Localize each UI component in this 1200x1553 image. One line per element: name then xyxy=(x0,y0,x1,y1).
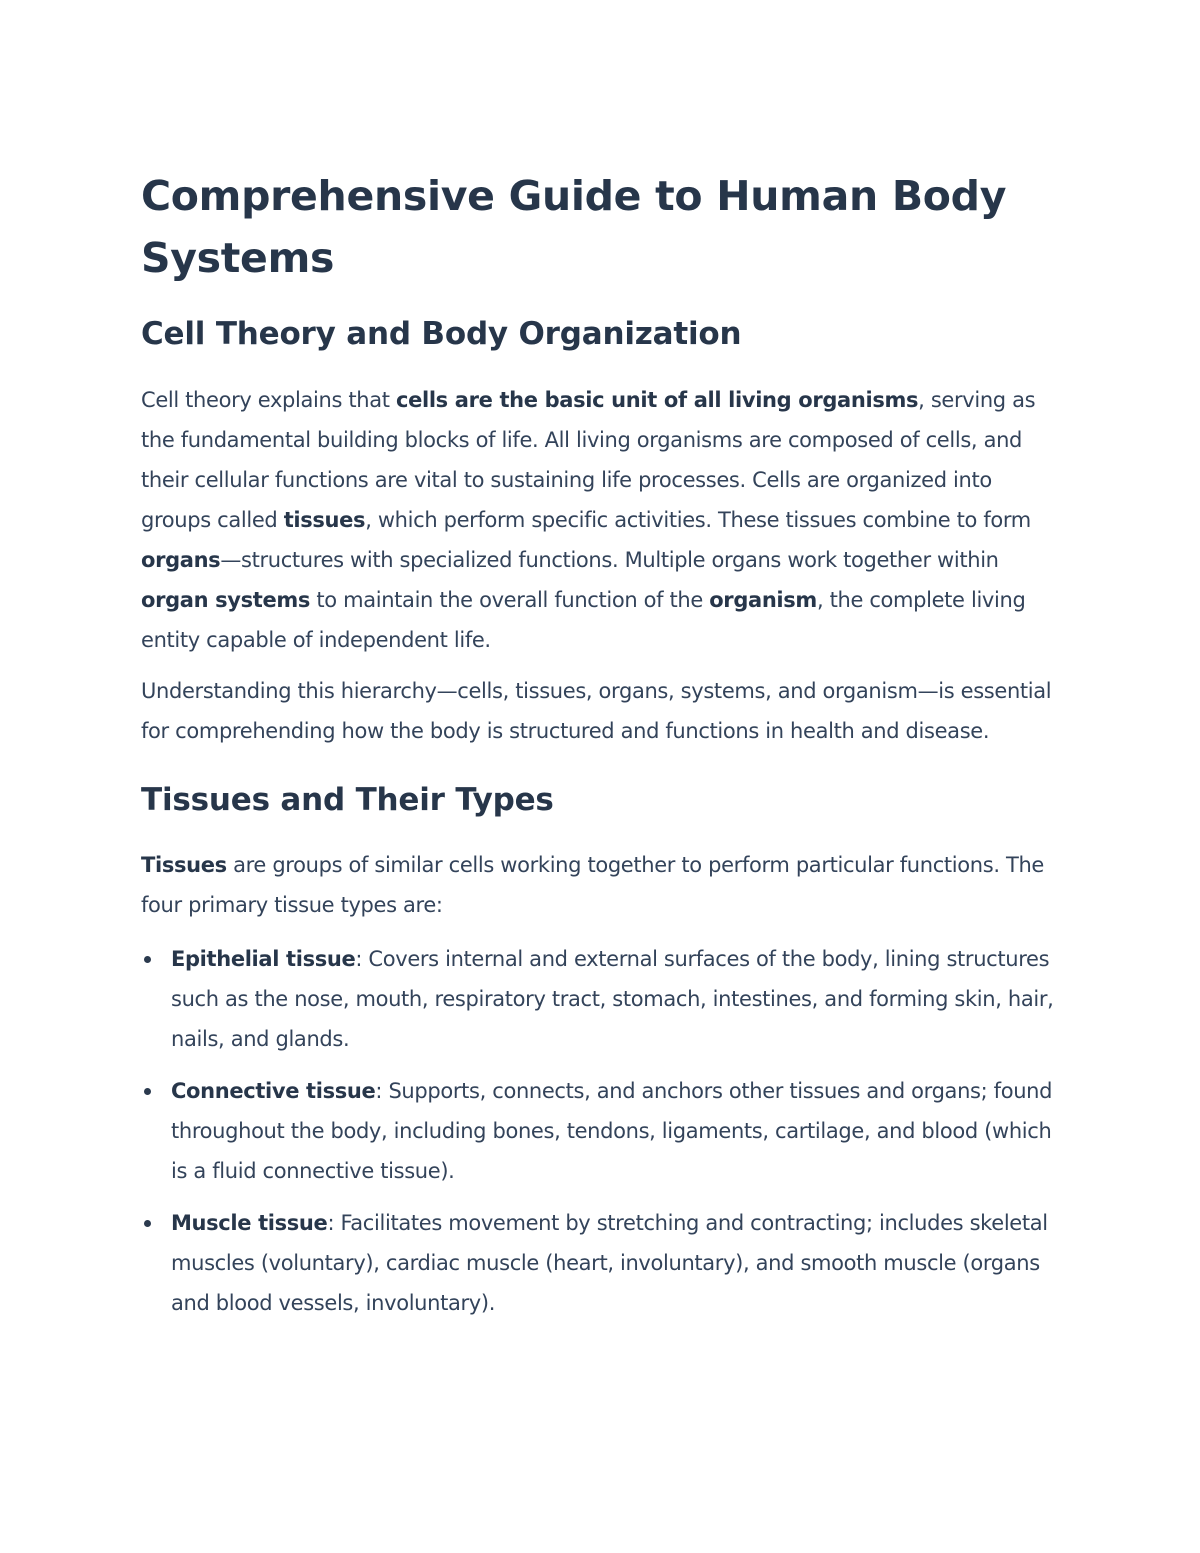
section-heading-cell-theory: Cell Theory and Body Organization xyxy=(141,316,742,352)
list-item-term: Muscle tissue xyxy=(171,1211,328,1235)
bullet-icon xyxy=(144,1220,151,1227)
list-item-term: Connective tissue xyxy=(171,1079,376,1103)
bold-term: organism xyxy=(709,588,817,612)
list-item xyxy=(141,939,1066,1059)
bold-term: cells are the basic unit of all living organisms xyxy=(395,388,919,412)
paragraph-cell-theory xyxy=(141,380,1066,660)
bold-term: organ systems xyxy=(141,588,311,612)
text-span: , the complete living entity capable of independent life. xyxy=(141,588,1026,652)
document-title: Comprehensive Guide to Human Body Systems xyxy=(141,172,1007,282)
section-heading-tissues: Tissues and Their Types xyxy=(141,782,554,818)
bullet-icon xyxy=(144,1088,151,1095)
document-page xyxy=(141,165,1066,1335)
paragraph-tissues-intro xyxy=(141,845,1066,925)
text-span: —structures with specialized functions. Multiple organs work together within xyxy=(220,548,999,572)
text-span: to maintain the overall function of the xyxy=(310,588,710,612)
text-span: are groups of similar cells working together to perform particular functions. The four primary tissue types are: xyxy=(141,853,1044,917)
tissue-types-list xyxy=(141,939,1066,1323)
list-item xyxy=(141,1071,1066,1191)
text-span: , serving as the fundamental building blocks of life. All living organisms are composed of cells, and their cellular functions are vital to sustaining life processes. Cells are organized into groups called xyxy=(141,388,1036,532)
list-item-term: Epithelial tissue xyxy=(171,947,356,971)
text-span: , which perform specific activities. These tissues combine to form xyxy=(365,508,1031,532)
text-span: Cell theory explains that xyxy=(141,388,396,412)
bold-term: organs xyxy=(141,548,221,572)
paragraph-hierarchy: Understanding this hierarchy—cells, tissues, organs, systems, and organism—is essential for comprehending how the body is structured and functions in health and disease. xyxy=(141,679,1052,743)
list-item-text: : Facilitates movement by stretching and contracting; includes skeletal muscles (voluntary), cardiac muscle (heart, involuntary), and smooth muscle (organs and blood vessels, involuntary). xyxy=(171,1211,1048,1315)
bold-term: Tissues xyxy=(141,853,227,877)
list-item-text: : Supports, connects, and anchors other tissues and organs; found throughout the body, including bones, tendons, ligaments, cartilage, and blood (which is a fluid connective tissue). xyxy=(171,1079,1053,1183)
bold-term: tissues xyxy=(283,508,366,532)
list-item xyxy=(141,1203,1066,1323)
list-item-text: : Covers internal and external surfaces of the body, lining structures such as the nose, mouth, respiratory tract, stomach, intestines, and forming skin, hair, nails, and glands. xyxy=(171,947,1054,1051)
bullet-icon xyxy=(144,956,151,963)
